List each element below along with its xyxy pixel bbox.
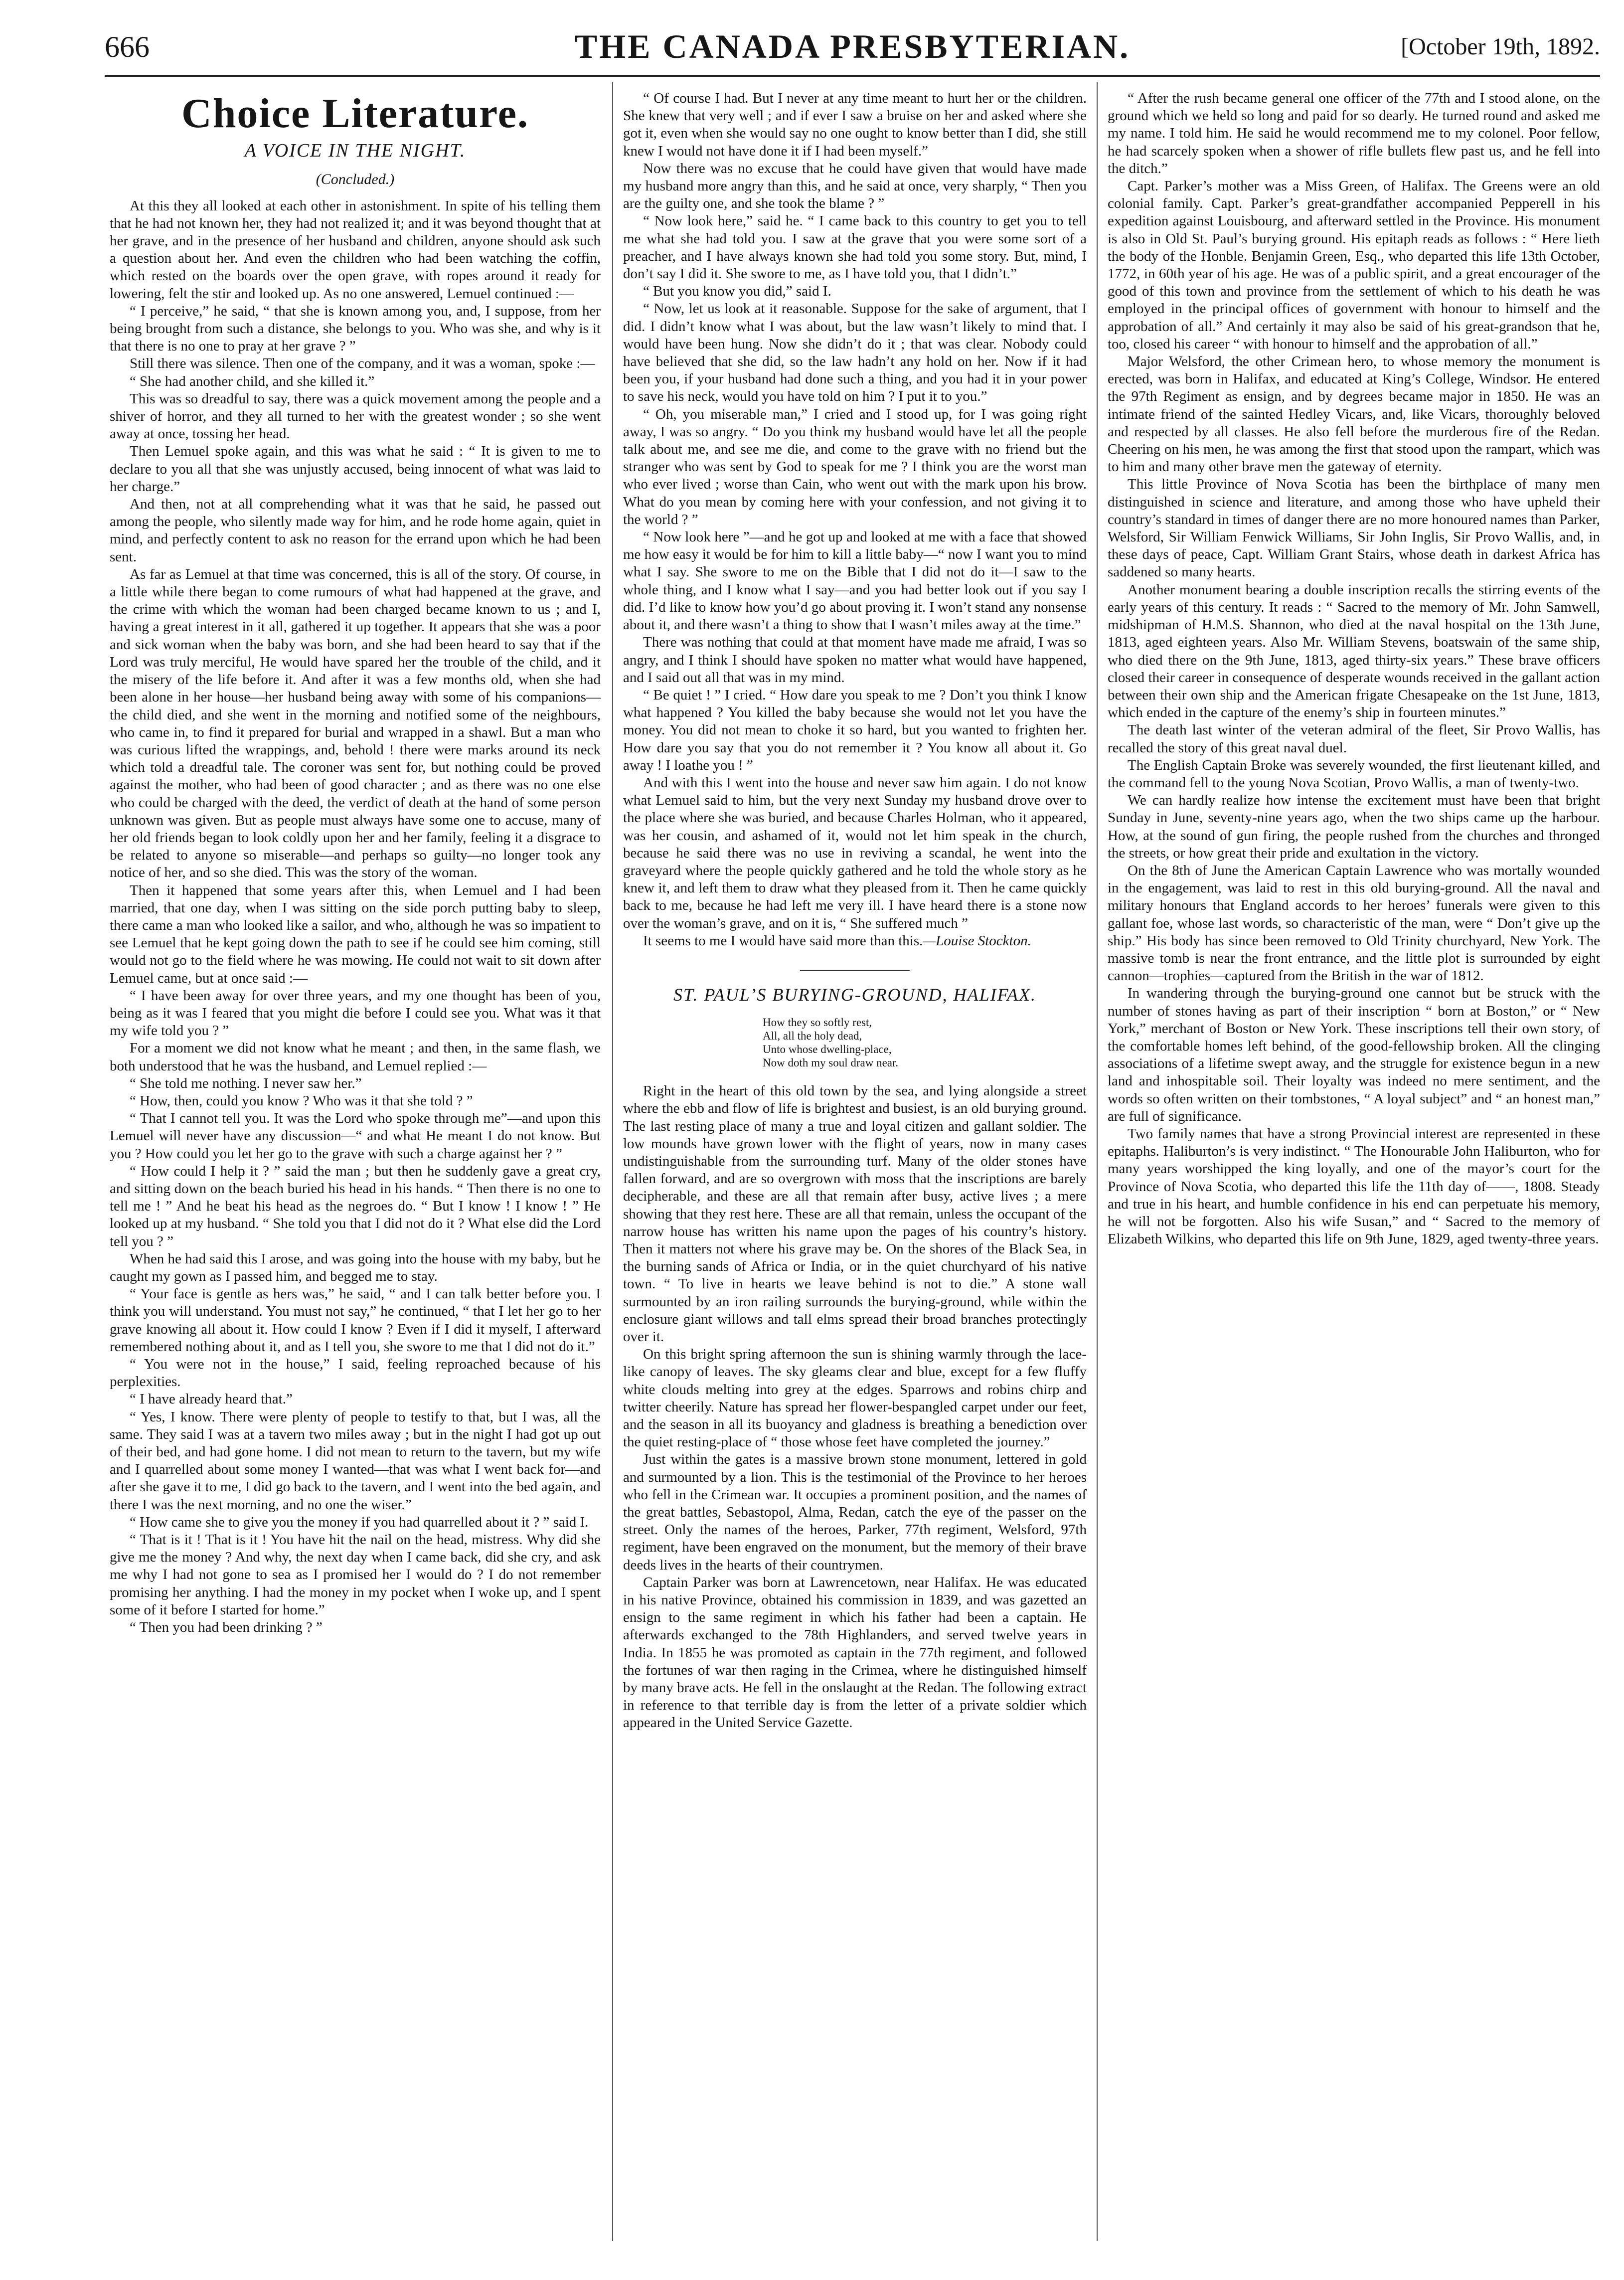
story-closing-line: It seems to me I would have said more than this. [643,932,923,949]
story-paragraph: Then Lemuel spoke again, and this was what he said : “ It is given to me to declare to you all that she was unjustly accused, being innocent of what was laid to her charge.” [110,443,601,495]
story-paragraph: “ How came she to give you the money if you had quarrelled about it ? ” said I. [130,1514,589,1530]
story-paragraph: “ Yes, I know. There were plenty of people to testify to that, but I was, all the same. They said I was at a tavern two miles away ; but in the night I had got up out of their bed, and had gone home. I did not mean to return to the tavern, but my wife and I quarrelled about some money I wanted—that was what I went back for—and after she gave it to me, I did go back to the tavern, and I went into the bed again, and there I was the next morning, and no one the wiser.” [110,1408,601,1513]
story-paragraph: “ How, then, could you know ? Who was it that she told ? ” [130,1092,473,1109]
article-paragraph: The English Captain Broke was severely wounded, the first lieutenant killed, and the command fell to the young Nova Scotian, Provo Wallis, a man of twenty-two. [1108,757,1600,791]
story-paragraph: “ I have already heard that.” [130,1391,293,1407]
story-paragraph: “ Now look here,” said he. “ I came back to this country to get you to tell me what she had told you. I saw at the grave that you were some sort of a preacher, and I have always known she had told you some story. But, mind, I don’t say I did it. She swore to me, as I have told you, that I didn’t.” [623,213,1087,282]
story-paragraph: As far as Lemuel at that time was concerned, this is all of the story. Of course, in a little while there began to come rumours of what had happened at the grave, and the crime with which the woman had been charged became known to us ; and I, having a great interest in it all, gathered it up together. It appears that she was a poor and sick woman when the baby was born, and she had been heard to say that if the Lord was truly merciful, He would have spared her the trouble of the child, and it the misery of the life before it. And after it was a few months old, when she had been alone in her house—her husband being away with some of his companions—the child died, and she went in the morning and notified some of the neighbours, who came in, to find it prepared for burial and wrapped in a shawl. But a man who was curious lifted the wrappings, and, behold ! there were marks around its neck which told a dreadful tale. The coroner was sent for, but nothing could be proved against the mother, who had been of good character ; and as there was no one else who could be charged with the deed, the verdict of death at the hand of some person unknown was given. But as people must always have some one to accuse, many of her old friends began to look coldly upon her and her family, feeling it a disgrace to be related to anyone so miserable—and perhaps so guilty—no longer took any notice of her, and so she died. This was the story of the woman. [110,566,601,881]
article-separator [800,970,910,971]
article-paragraph: Right in the heart of this old town by the sea, and lying alongside a street where the ebb and flow of life is brightest and busiest, is an old burying ground. The last resting place of many a true and loyal citizen and gallant soldier. The low mounds have grown lower with the flight of years, now in many cases undistinguishable from the surrounding turf. Many of the older stones have fallen forward, and are so overgrown with moss that the inscriptions are barely decipherable, and these are all that remain after busy, active lives ; a mere showing that they rest here. These are all that remain, unless the occupant of the narrow house has written his name upon the pages of his country’s history. Then it matters not where his grave may be. On the shores of the Black Sea, in the burning sands of Africa or India, or in the quiet churchyard of his native town. “ To live in hearts we leave behind is not to die.” A stone wall surmounted by an iron railing surrounds the burying-ground, while within the enclosure giant willows and tall elms spread their broad branches protectingly over it. [623,1083,1087,1345]
article-epigraph [623,1016,1087,1069]
story-paragraph: “ But you know you did,” said I. [643,283,831,300]
article-paragraph: Capt. Parker’s mother was a Miss Green, of Halifax. The Greens were an old colonial family. Capt. Parker’s great-grandfather accompanied Pepperell in his expedition against Louisbourg, and afterward settled in the Province. His monument is also in Old St. Paul’s burying ground. His epitaph reads as follows : “ Here lieth the body of the Honble. Benjamin Green, Esq., who departed this life 13th October, 1772, in 60th year of his age. He was of a public spirit, and a great encourager of the good of this town and province from the settlement of which to his death he was employed in the principal offices of government with honour to himself and the approbation of all.” And certainly it may also be said of his great-grandson that he, too, closed his career “ with honour to himself and the approbation of all.” [1108,178,1600,352]
page-number: 666 [105,30,150,63]
story-paragraph: Still there was silence. Then one of the company, and it was a woman, spoke :— [130,355,595,372]
story-title: A VOICE IN THE NIGHT. [244,140,466,162]
section-heading: Choice Literature. [181,90,529,137]
article-paragraph: Two family names that have a strong Provincial interest are represented in these epitaphs. Haliburton’s is very indistinct. “ The Honourable John Haliburton, who for many years worshipped the king loyally, and one of the mayor’s court for the Province of Nova Scotia, who departed this life the 11th day of——, 1808. Steady and true in his heart, and humble confidence in his end can perpetuate his memory, he will not be forgotten. Also his wife Susan,” and “ Sacred to the memory of Elizabeth Wilkins, who departed this life on 9th June, 1829, aged twenty-three years. [1108,1125,1600,1247]
story-paragraph: “ Your face is gentle as hers was,” he said, “ and I can talk better before you. I think you will understand. You must not say,” he continued, “ that I let her go to her grave knowing all about it. How could I know ? Even if I did it myself, I afterward remembered nothing about it, and as I tell you, she swore to me that I did not do it.” [110,1286,601,1355]
story-concluded-note: (Concluded.) [316,171,395,188]
story-paragraph: “ You were not in the house,” I said, feeling reproached because of his perplexities. [110,1356,601,1390]
epigraph-line: Unto whose dwelling-place, [763,1043,892,1056]
story-paragraph: “ She told me nothing. I never saw her.” [130,1075,362,1091]
article-paragraph: This little Province of Nova Scotia has been the birthplace of many men distinguished in science and literature, and among those who have upheld their country’s standard in times of danger there are no more honoured names than Parker, Welsford, Sir William Fenwick Williams, Sir John Inglis, Sir Provo Wallis, and, in these days of peace, Capt. William Grant Stairs, whose death in darkest Africa has saddened so many hearts. [1108,476,1600,580]
epigraph-line: All, all the holy dead, [763,1030,862,1043]
story-paragraph: “ Oh, you miserable man,” I cried and I stood up, for I was going right away, I was so angry. “ Do you think my husband would have let all the people talk about me, and see me die, and come to the grave with no friend but the stranger who was sent by God to speak for me ? I think you are the worst man who ever lived ; worse than Cain, who went out with the mark upon his brow. What do you mean by coming here with your confession, and not giving it to the world ? ” [623,406,1087,527]
column-2 [623,90,1087,2239]
article-paragraph: In wandering through the burying-ground one cannot but be struck with the number of stones having as part of their inscription “ born at Boston,” or “ New York,” merchant of Boston or New York. These inscriptions tell their own story, of the comfortable homes left behind, of the good-fellowship broken. All the clinging associations of a lifetime swept away, and the struggle for existence begun in a new land and inhospitable soil. Their loyalty was indeed no mere sentiment, and the words so often written on their tombstones, “ A loyal subject” and “ an honest man,” are full of significance. [1108,985,1600,1124]
story-paragraph: “ Be quiet ! ” I cried. “ How dare you speak to me ? Don’t you think I know what happened ? You killed the baby because she would not let you have the money. You did not mean to choke it so hard, but you wanted to frighten her. How dare you say that you do not remember it ? You know all about it. Go away ! I loathe you ! ” [623,687,1087,773]
story-paragraph: There was nothing that could at that moment have made me afraid, I was so angry, and I think I should have spoken no matter what would have happened, and I said out all that was in my mind. [623,634,1087,686]
story-paragraph: “ Of course I had. But I never at any time meant to hurt her or the children. She knew that very well ; and if ever I saw a bruise on her and asked where she got it, even when she would say no one ought to know better than I did, she still knew I would not have done it if I had been myself.” [623,90,1087,159]
story-paragraph: “ Now, let us look at it reasonable. Suppose for the sake of argument, that I did. I didn’t know what I was about, but the law wasn’t likely to mind that. I would have been hung. Now she didn’t do it ; that was clear. Nobody could have believed that she did, so the law hadn’t any hold on her. Now if it had been you, if your husband had done such a thing, and you had it in your power to save his neck, would you have told on him ? I put it to you.” [623,301,1087,405]
article-paragraph: Another monument bearing a double inscription recalls the stirring events of the early years of this century. It reads : “ Sacred to the memory of Mr. John Samwell, midshipman of H.M.S. Shannon, who died at the naval hospital on the 13th June, 1813, aged eighteen years. Also Mr. William Stevens, boatswain of the same ship, who died there on the 9th June, 1813, aged thirty-six years.” These brave officers closed their career in consequence of desperate wounds received in the gallant action between their own ship and the American frigate Chesapeake on the 1st June, 1813, which ended in the capture of the enemy’s ship in fourteen minutes.” [1108,581,1600,721]
story-paragraph: “ That is it ! That is it ! You have hit the nail on the head, mistress. Why did she give me the money ? And why, the next day when I came back, did she cry, and ask me why I had not gone to sea as I promised her I would do ? I do not remember promising her anything. I had the money in my pocket when I woke up, and I spent some of it before I started for home.” [110,1532,601,1618]
article-paragraph: We can hardly realize how intense the excitement must have been that bright Sunday in June, seventy-nine years ago, when the two ships came up the harbour. How, at the sound of gun firing, the people rushed from the churches and thronged the streets, or how great their pride and exultation in the victory. [1108,792,1600,861]
article-paragraph: Just within the gates is a massive brown stone monument, lettered in gold and surmounted by a lion. This is the testimonial of the Province to her heroes who fell in the Crimean war. It occupies a prominent position, and the names of the great battles, Sebastopol, Alma, Redan, catch the eye of the passer on the street. Only the names of the heroes, Parker, 77th regiment, Welsford, 97th regiment, have been engraved on the monument, but the memory of their brave deeds lives in the hearts of their countrymen. [623,1451,1087,1573]
story-paragraph: “ How could I help it ? ” said the man ; but then he suddenly gave a great cry, and sitting down on the beach buried his head in his hands. “ Then there is no one to tell me ! ” And he beat his head as the negroes do. “ But I know ! I know ! ” He looked up at my husband. “ She told you that I did not do it ? What else did the Lord tell you ? ” [110,1163,601,1249]
column-1 [110,90,601,2239]
story-paragraph: “ She had another child, and she killed it.” [130,373,375,389]
story-paragraph: This was so dreadful to say, there was a quick movement among the people and a shiver of horror, and they all turned to her with the greatest wonder ; so she went away at once, tossing her head. [110,390,601,442]
story-paragraph: And with this I went into the house and never saw him again. I do not know what Lemuel said to him, but the very next Sunday my husband drove over to the place where she was buried, and because Charles Holman, who it appeared, was her cousin, and ashamed of it, would not let him speak in the church, because he said there was no use in reviving a scandal, he went into the graveyard where the people quickly gathered and he told the whole story as he knew it, and left them to draw what they pleased from it. Then he came quickly back to me, because he had left me very ill. I have heard there is a stone now over the woman’s grave, and on it is, “ She suffered much ” [623,774,1087,931]
column-divider [612,82,613,2241]
story-paragraph: “ Now look here ”—and he got up and looked at me with a face that showed me how easy it would be for him to kill a little baby—“ now I want you to mind what I say. She swore to me on the Bible that I did not do it—I saw to the whole thing, and I know what I say—and you had better look out if you say I did. I’d like to know how you’d go about proving it. I won’t stand any nonsense about it, and there wasn’t a thing to show that I wasn’t miles away at the time.” [623,529,1087,633]
story-paragraph: “ Then you had been drinking ? ” [130,1619,323,1636]
story-paragraph: At this they all looked at each other in astonishment. In spite of his telling them that he had not known her, they had not realized it; and it was beyond thought that at her grave, and in the presence of her husband and children, anyone should ask such a question about her. And even the children who had been watching the coffin, which rested on the boards over the open grave, with ropes around it ready for lowering, felt the stir and looked up. As no one answered, Lemuel continued :— [110,197,601,302]
story-paragraph [623,932,1087,950]
story-paragraph: And then, not at all comprehending what it was that he said, he passed out among the people, who silently made way for him, and he rode home again, quiet in mind, and perfectly content to ask no reason for the errand upon which he had been sent. [110,496,601,565]
story-paragraph: “ That I cannot tell you. It was the Lord who spoke through me”—and upon this Lemuel will never have any discussion—“ and what He meant I do not know. But you ? How could you let her go to the grave with such a charge against her ? ” [110,1110,601,1162]
article-paragraph: Captain Parker was born at Lawrencetown, near Halifax. He was educated in his native Province, obtained his commission in 1839, and was gazetted an ensign to the same regiment in which his father had been a captain. He afterwards exchanged to the 78th Highlanders, and served twelve years in India. In 1855 he was promoted as captain in the 77th regiment, and followed the fortunes of war then raging in the Crimea, where he distinguished himself by many brave acts. He fell in the onslaught at the Redan. The following extract in reference to that terrible day is from the letter of a private soldier which appeared in the United Service Gazette. [623,1574,1087,1731]
story-paragraph: “ I perceive,” he said, “ that she is known among you, and, I suppose, from her being brought from such a distance, she belongs to you. Who was she, and why is it that there is no one to pray at her grave ? ” [110,303,601,354]
column-divider [1097,82,1098,2241]
story-signature: —Louise Stockton. [923,932,1031,949]
epigraph-line: How they so softly rest, [763,1016,872,1029]
publication-title: THE CANADA PRESBYTERIAN. [574,27,1131,65]
column-3 [1108,90,1600,2239]
story-paragraph: “ I have been away for over three years, and my one thought has been of you, being as it was I feared that you might die before I could see you. What was it that my wife told you ? ” [110,987,601,1039]
article-title: ST. PAUL’S BURYING-GROUND, HALIFAX. [673,984,1037,1005]
page-header [105,20,1600,75]
story-paragraph: For a moment we did not know what he meant ; and then, in the same flash, we both understood that he was the husband, and Lemuel replied :— [110,1040,601,1074]
story-paragraph: Now there was no excuse that he could have given that would have made my husband more angry than this, and he said at once, very sharply, “ Then you are the guilty one, and she took the blame ? ” [623,160,1087,212]
article-paragraph: On this bright spring afternoon the sun is shining warmly through the lace-like canopy of leaves. The sky gleams clear and blue, except for a few fluffy white clouds melting into grey at the edges. Sparrows and robins chirp and twitter cheerily. Nature has spread her flower-bespangled carpet under our feet, and the season in all its buoyancy and gladness is breathing a benediction over the quiet resting-place of “ those whose feet have completed the journey.” [623,1346,1087,1450]
article-paragraph: The death last winter of the veteran admiral of the fleet, Sir Provo Wallis, has recalled the story of this great naval duel. [1108,722,1600,756]
header-rule [105,75,1600,77]
story-paragraph: When he had said this I arose, and was going into the house with my baby, but he caught my gown as I passed him, and begged me to stay. [110,1250,601,1284]
article-paragraph: “ After the rush became general one officer of the 77th and I stood alone, on the ground which we held so long and paid for so dearly. He turned round and asked me my name. I told him. He said he would recommend me to my colonel. Poor fellow, he had scarcely spoken when a shower of rifle bullets flew past us, and he fell into the ditch.” [1108,90,1600,176]
article-paragraph: On the 8th of June the American Captain Lawrence who was mortally wounded in the engagement, was laid to rest in this old burying-ground. All the naval and military honours that England accords to her heroes’ funerals were given to this gallant foe, whose last words, so characteristic of the man, were “ Don’t give up the ship.” His body has since been removed to Old Trinity churchyard, New York. The massive tomb is near the front entrance, and the little plot is surrounded by eight cannon—trophies—captured from the British in the war of 1812. [1108,862,1600,984]
epigraph-line: Now doth my soul draw near. [763,1056,899,1069]
article-paragraph: Major Welsford, the other Crimean hero, to whose memory the monument is erected, was born in Halifax, and educated at King’s College, Windsor. He entered the 97th Regiment as ensign, and by degrees became major in 1850. He was an intimate friend of the sainted Hedley Vicars, and, like Vicars, thoroughly beloved and respected by all classes. He also fell before the murderous fire of the Redan. Cheering on his men, he was among the first that stood upon the rampart, which was to him and many other brave men the gateway of eternity. [1108,353,1600,475]
story-paragraph: Then it happened that some years after this, when Lemuel and I had been married, that one day, when I was sitting on the side porch putting baby to sleep, there came a man who looked like a sailor, and who, although he was so impatient to see Lemuel that he kept going down the path to see if he could see him coming, still would not go to the field where he was mowing. He could not wait to sit down after Lemuel came, but at once said :— [110,882,601,986]
issue-date: [October 19th, 1892. [1401,33,1600,60]
